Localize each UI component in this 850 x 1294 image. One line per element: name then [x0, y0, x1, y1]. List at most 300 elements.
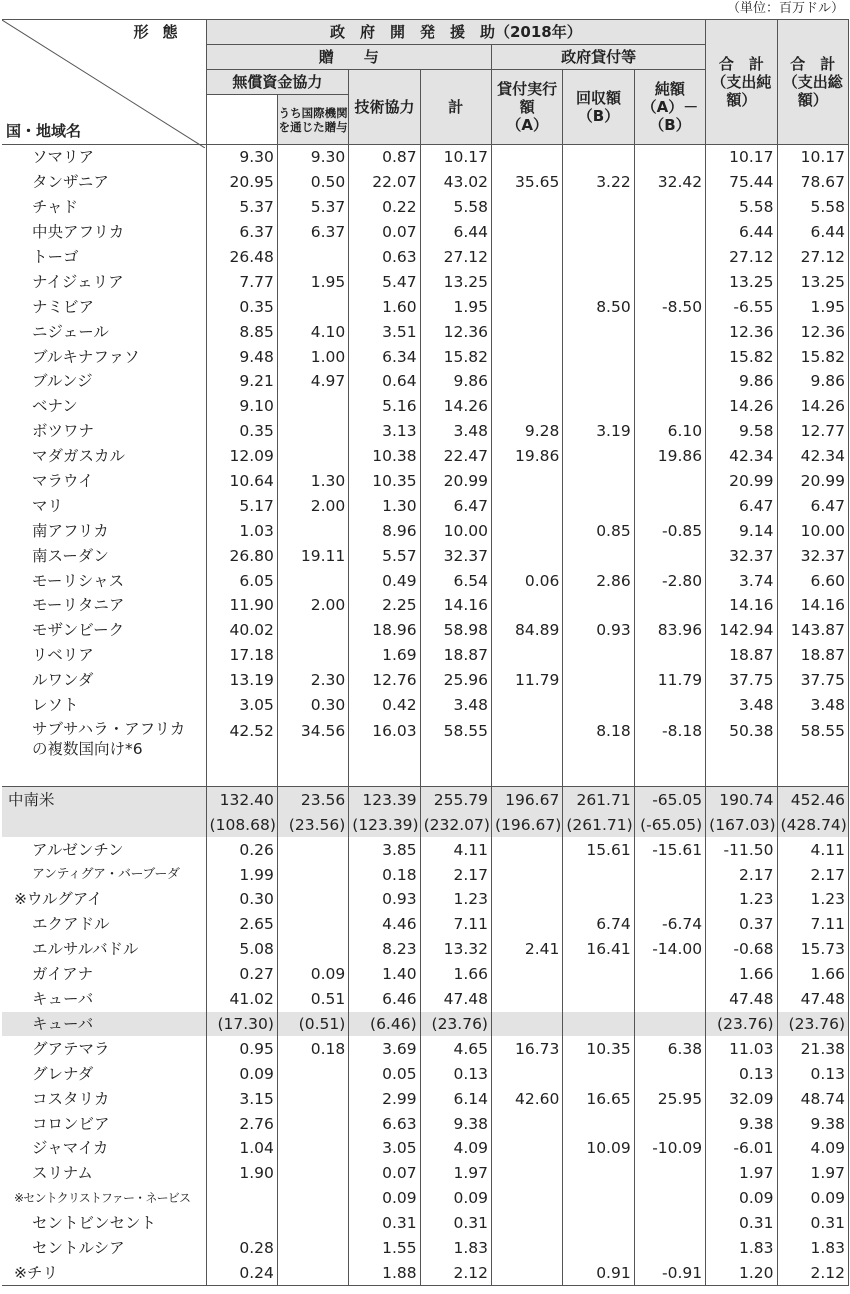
value-cell: 18.87: [777, 643, 848, 668]
table-row: [2, 887, 849, 912]
value-cell: 8.23: [349, 937, 420, 962]
value-cell: [634, 1111, 705, 1136]
value-cell: 3.22: [563, 170, 634, 195]
value-cell: 0.35: [206, 419, 277, 444]
value-cell: 19.86: [491, 444, 562, 469]
value-cell: [563, 1211, 634, 1236]
value-cell: 1.55: [349, 1236, 420, 1261]
table-row: [2, 195, 849, 220]
value-cell: 8.85: [206, 319, 277, 344]
country-name: [2, 1111, 206, 1136]
value-cell: 4.97: [277, 369, 348, 394]
country-name-text: モーリタニア: [32, 596, 125, 615]
country-name-text: タンザニア: [32, 173, 109, 192]
value-cell: 3.69: [349, 1036, 420, 1061]
country-name-text: ガイアナ: [32, 965, 94, 984]
value-cell: -6.01: [706, 1136, 777, 1161]
value-cell: 41.02: [206, 987, 277, 1012]
value-cell: 2.12: [777, 1260, 848, 1285]
value-cell: 1.23: [706, 887, 777, 912]
country-name-text: 中央アフリカ: [32, 223, 125, 242]
table-row: [2, 937, 849, 962]
table-row: [2, 1036, 849, 1061]
value-cell: 1.40: [349, 962, 420, 987]
value-cell: 1.23: [420, 887, 491, 912]
value-cell: 1.03: [206, 518, 277, 543]
value-cell: (-65.05): [634, 812, 705, 837]
value-cell: 10.35: [349, 469, 420, 494]
value-cell: -0.68: [706, 937, 777, 962]
value-cell: 9.48: [206, 344, 277, 369]
value-cell: 10.17: [706, 145, 777, 170]
value-cell: [491, 469, 562, 494]
net-header: 純額 （A）－（B）: [634, 70, 705, 145]
corner-top-label: 形態: [133, 23, 192, 41]
value-cell: 3.15: [206, 1086, 277, 1111]
country-name-text: コスタリカ: [32, 1089, 110, 1108]
table-row: [2, 1236, 849, 1261]
value-cell: 0.31: [777, 1211, 848, 1236]
value-cell: [563, 1111, 634, 1136]
value-cell: 1.88: [349, 1260, 420, 1285]
value-cell: 1.83: [777, 1236, 848, 1261]
value-cell: 0.91: [563, 1260, 634, 1285]
value-cell: 40.02: [206, 618, 277, 643]
value-cell: [206, 1186, 277, 1211]
value-cell: 42.34: [706, 444, 777, 469]
value-cell: 0.31: [349, 1211, 420, 1236]
value-cell: 13.25: [706, 269, 777, 294]
value-cell: 6.63: [349, 1111, 420, 1136]
value-cell: 2.25: [349, 593, 420, 618]
value-cell: [277, 1211, 348, 1236]
country-name: [2, 195, 206, 220]
value-cell: [634, 220, 705, 245]
value-cell: 10.17: [420, 145, 491, 170]
grant-aid-empty: [206, 95, 277, 145]
table-row: [2, 1136, 849, 1161]
value-cell: 2.76: [206, 1111, 277, 1136]
value-cell: [491, 1012, 562, 1037]
country-name-text-2: の複数国向け*6: [32, 740, 143, 759]
value-cell: 0.09: [777, 1186, 848, 1211]
value-cell: 9.21: [206, 369, 277, 394]
value-cell: [491, 693, 562, 718]
country-name-text: レソト: [32, 696, 79, 715]
value-cell: [277, 1186, 348, 1211]
value-cell: 1.95: [277, 269, 348, 294]
country-name: [2, 717, 206, 769]
value-cell: [634, 344, 705, 369]
value-cell: 0.50: [277, 170, 348, 195]
value-cell: 0.64: [349, 369, 420, 394]
value-cell: -6.74: [634, 912, 705, 937]
value-cell: 3.48: [420, 419, 491, 444]
value-cell: 15.82: [777, 344, 848, 369]
value-cell: 12.09: [206, 444, 277, 469]
value-cell: 0.09: [420, 1186, 491, 1211]
value-cell: [491, 269, 562, 294]
country-name-text: モザンビーク: [32, 621, 125, 640]
value-cell: 0.27: [206, 962, 277, 987]
value-cell: 2.30: [277, 668, 348, 693]
value-cell: 75.44: [706, 170, 777, 195]
value-cell: 255.79: [420, 787, 491, 812]
value-cell: 10.17: [777, 145, 848, 170]
value-cell: [563, 987, 634, 1012]
table-row: [2, 493, 849, 518]
value-cell: [563, 1012, 634, 1037]
value-cell: -8.18: [634, 717, 705, 769]
country-name-text: 南スーダン: [32, 546, 109, 565]
corner-header: [2, 20, 206, 145]
spacer-row: [2, 769, 849, 787]
value-cell: 4.65: [420, 1036, 491, 1061]
value-cell: 32.37: [777, 543, 848, 568]
value-cell: 10.35: [563, 1036, 634, 1061]
country-name: [2, 618, 206, 643]
value-cell: [277, 837, 348, 862]
value-cell: [277, 1111, 348, 1136]
table-row: [2, 269, 849, 294]
unit-note: （単位：百万ドル）: [726, 1, 844, 16]
value-cell: 0.13: [420, 1061, 491, 1086]
value-cell: [634, 862, 705, 887]
value-cell: 6.60: [777, 568, 848, 593]
table-row: [2, 394, 849, 419]
table-row: [2, 912, 849, 937]
value-cell: [563, 1236, 634, 1261]
country-name-text: キューバ: [32, 1014, 94, 1033]
value-cell: 3.05: [349, 1136, 420, 1161]
value-cell: 2.17: [706, 862, 777, 887]
value-cell: [563, 245, 634, 270]
value-cell: 16.41: [563, 937, 634, 962]
value-cell: 0.18: [277, 1036, 348, 1061]
value-cell: 0.07: [349, 1161, 420, 1186]
value-cell: [277, 862, 348, 887]
value-cell: 2.86: [563, 568, 634, 593]
value-cell: 3.05: [206, 693, 277, 718]
value-cell: (23.76): [706, 1012, 777, 1037]
value-cell: [563, 668, 634, 693]
table-row: [2, 1111, 849, 1136]
value-cell: 15.82: [420, 344, 491, 369]
value-cell: [277, 1161, 348, 1186]
value-cell: 7.77: [206, 269, 277, 294]
value-cell: 6.74: [563, 912, 634, 937]
subtotal-header: 計: [420, 70, 491, 145]
value-cell: 37.75: [706, 668, 777, 693]
country-name-text: セントビンセント: [32, 1214, 157, 1233]
value-cell: 6.54: [420, 568, 491, 593]
country-name-text: ナミビア: [32, 297, 95, 316]
country-name-text: マダガスカル: [32, 447, 126, 466]
value-cell: 0.26: [206, 837, 277, 862]
value-cell: [634, 1236, 705, 1261]
value-cell: 3.13: [349, 419, 420, 444]
value-cell: 1.99: [206, 862, 277, 887]
value-cell: 14.16: [706, 593, 777, 618]
value-cell: [563, 493, 634, 518]
value-cell: [563, 269, 634, 294]
value-cell: 2.41: [491, 937, 562, 962]
value-cell: [277, 419, 348, 444]
value-cell: [634, 394, 705, 419]
value-cell: 12.76: [349, 668, 420, 693]
country-name: [2, 643, 206, 668]
value-cell: 14.26: [420, 394, 491, 419]
country-name: [2, 518, 206, 543]
spacer-cell: [2, 769, 206, 787]
value-cell: [491, 837, 562, 862]
spacer-cell: [206, 769, 277, 787]
country-name: [2, 787, 206, 812]
value-cell: [634, 593, 705, 618]
value-cell: [206, 1211, 277, 1236]
country-name-text: ジャマイカ: [32, 1139, 109, 1158]
value-cell: [491, 862, 562, 887]
value-cell: 50.38: [706, 717, 777, 769]
value-cell: [563, 1186, 634, 1211]
value-cell: [563, 145, 634, 170]
country-name-text: セントルシア: [32, 1238, 125, 1257]
value-cell: 6.34: [349, 344, 420, 369]
value-cell: (23.56): [277, 812, 348, 837]
value-cell: 34.56: [277, 717, 348, 769]
value-cell: 26.48: [206, 245, 277, 270]
value-cell: 1.23: [777, 887, 848, 912]
value-cell: 5.57: [349, 543, 420, 568]
value-cell: 190.74: [706, 787, 777, 812]
value-cell: 2.99: [349, 1086, 420, 1111]
value-cell: 7.11: [420, 912, 491, 937]
country-name-text: マラウイ: [32, 472, 94, 491]
value-cell: 9.28: [491, 419, 562, 444]
total-gross-header: 合 計 （支出総額）: [777, 20, 848, 145]
value-cell: 15.61: [563, 837, 634, 862]
value-cell: 5.17: [206, 493, 277, 518]
country-name-text: グレナダ: [32, 1064, 94, 1083]
country-name: [2, 419, 206, 444]
value-cell: 2.17: [420, 862, 491, 887]
value-cell: 4.10: [277, 319, 348, 344]
value-cell: [634, 369, 705, 394]
value-cell: 0.63: [349, 245, 420, 270]
value-cell: (23.76): [420, 1012, 491, 1037]
value-cell: 16.65: [563, 1086, 634, 1111]
value-cell: 5.08: [206, 937, 277, 962]
value-cell: 132.40: [206, 787, 277, 812]
value-cell: 0.49: [349, 568, 420, 593]
table-row: [2, 1012, 849, 1037]
value-cell: 47.48: [777, 987, 848, 1012]
value-cell: 452.46: [777, 787, 848, 812]
table-row: [2, 668, 849, 693]
value-cell: 0.28: [206, 1236, 277, 1261]
value-cell: 9.38: [706, 1111, 777, 1136]
value-cell: -14.00: [634, 937, 705, 962]
value-cell: [563, 643, 634, 668]
value-cell: 13.19: [206, 668, 277, 693]
value-cell: 14.16: [420, 593, 491, 618]
value-cell: 26.80: [206, 543, 277, 568]
value-cell: 0.24: [206, 1260, 277, 1285]
country-name: [2, 543, 206, 568]
spacer-cell: [634, 769, 705, 787]
value-cell: 12.36: [706, 319, 777, 344]
value-cell: 9.86: [706, 369, 777, 394]
value-cell: [563, 887, 634, 912]
value-cell: [491, 962, 562, 987]
value-cell: 2.00: [277, 593, 348, 618]
country-name: [2, 1086, 206, 1111]
country-name: [2, 912, 206, 937]
value-cell: 6.46: [349, 987, 420, 1012]
value-cell: [491, 1260, 562, 1285]
value-cell: 0.09: [349, 1186, 420, 1211]
value-cell: 10.00: [420, 518, 491, 543]
value-cell: [277, 1260, 348, 1285]
value-cell: (6.46): [349, 1012, 420, 1037]
value-cell: 5.58: [777, 195, 848, 220]
value-cell: 1.83: [420, 1236, 491, 1261]
value-cell: [277, 887, 348, 912]
value-cell: [491, 1161, 562, 1186]
value-cell: (167.03): [706, 812, 777, 837]
value-cell: 1.04: [206, 1136, 277, 1161]
value-cell: [563, 195, 634, 220]
value-cell: 6.47: [777, 493, 848, 518]
value-cell: 1.66: [706, 962, 777, 987]
value-cell: 1.97: [420, 1161, 491, 1186]
value-cell: [634, 987, 705, 1012]
value-cell: 1.97: [777, 1161, 848, 1186]
value-cell: [563, 1061, 634, 1086]
value-cell: 84.89: [491, 618, 562, 643]
value-cell: [634, 962, 705, 987]
grant-aid-header: 無償資金協力: [206, 70, 349, 95]
value-cell: 0.22: [349, 195, 420, 220]
value-cell: 4.09: [420, 1136, 491, 1161]
country-name-text: ブルンジ: [32, 372, 93, 391]
value-cell: 19.86: [634, 444, 705, 469]
value-cell: 13.25: [420, 269, 491, 294]
country-name: [2, 319, 206, 344]
value-cell: (232.07): [420, 812, 491, 837]
table-row: [2, 245, 849, 270]
value-cell: [634, 245, 705, 270]
value-cell: 27.12: [420, 245, 491, 270]
country-name-text: エクアドル: [32, 915, 110, 934]
value-cell: 123.39: [349, 787, 420, 812]
country-name: [2, 1136, 206, 1161]
value-cell: 3.74: [706, 568, 777, 593]
value-cell: -15.61: [634, 837, 705, 862]
value-cell: 13.25: [777, 269, 848, 294]
country-name: [2, 369, 206, 394]
value-cell: 0.30: [277, 693, 348, 718]
value-cell: -0.91: [634, 1260, 705, 1285]
value-cell: 196.67: [491, 787, 562, 812]
value-cell: 0.37: [706, 912, 777, 937]
value-cell: 20.95: [206, 170, 277, 195]
value-cell: 11.79: [491, 668, 562, 693]
country-name-text: ルワンダ: [32, 671, 94, 690]
value-cell: [277, 518, 348, 543]
value-cell: 22.07: [349, 170, 420, 195]
country-name-text: ソマリア: [32, 148, 95, 167]
value-cell: 32.37: [420, 543, 491, 568]
value-cell: (428.74): [777, 812, 848, 837]
value-cell: 17.18: [206, 643, 277, 668]
value-cell: [634, 1012, 705, 1037]
value-cell: 2.00: [277, 493, 348, 518]
value-cell: [491, 543, 562, 568]
value-cell: 2.65: [206, 912, 277, 937]
value-cell: 8.50: [563, 294, 634, 319]
country-name: [2, 987, 206, 1012]
value-cell: 47.48: [706, 987, 777, 1012]
value-cell: 0.09: [706, 1186, 777, 1211]
value-cell: -65.05: [634, 787, 705, 812]
value-cell: 22.47: [420, 444, 491, 469]
table-row: [2, 1086, 849, 1111]
region-sub-row: [2, 812, 849, 837]
spacer-cell: [277, 769, 348, 787]
value-cell: 7.11: [777, 912, 848, 937]
table-row: [2, 145, 849, 170]
country-name: [2, 862, 206, 887]
value-cell: 27.12: [706, 245, 777, 270]
value-cell: 13.32: [420, 937, 491, 962]
value-cell: [277, 1136, 348, 1161]
value-cell: [491, 1061, 562, 1086]
table-row: [2, 962, 849, 987]
value-cell: 20.99: [420, 469, 491, 494]
value-cell: 1.60: [349, 294, 420, 319]
value-cell: [634, 887, 705, 912]
value-cell: (23.76): [777, 1012, 848, 1037]
value-cell: 1.69: [349, 643, 420, 668]
country-name-text: リベリア: [32, 646, 94, 665]
table-row: [2, 170, 849, 195]
value-cell: (196.67): [491, 812, 562, 837]
value-cell: 9.86: [777, 369, 848, 394]
value-cell: 78.67: [777, 170, 848, 195]
value-cell: 0.95: [206, 1036, 277, 1061]
value-cell: [491, 593, 562, 618]
oda-title: 政 府 開 発 援 助（2018年）: [206, 20, 706, 45]
spacer-cell: [491, 769, 562, 787]
value-cell: 5.58: [420, 195, 491, 220]
value-cell: 10.00: [777, 518, 848, 543]
value-cell: [634, 1186, 705, 1211]
country-name-text: ボツワナ: [32, 422, 95, 441]
value-cell: [563, 1161, 634, 1186]
value-cell: 21.38: [777, 1036, 848, 1061]
value-cell: 32.42: [634, 170, 705, 195]
value-cell: 0.93: [349, 887, 420, 912]
country-name: [2, 1236, 206, 1261]
value-cell: 0.42: [349, 693, 420, 718]
value-cell: -11.50: [706, 837, 777, 862]
value-cell: [277, 912, 348, 937]
value-cell: 4.11: [420, 837, 491, 862]
total-net-header: 合 計 （支出純額）: [706, 20, 777, 145]
table-row: [2, 294, 849, 319]
value-cell: 11.03: [706, 1036, 777, 1061]
